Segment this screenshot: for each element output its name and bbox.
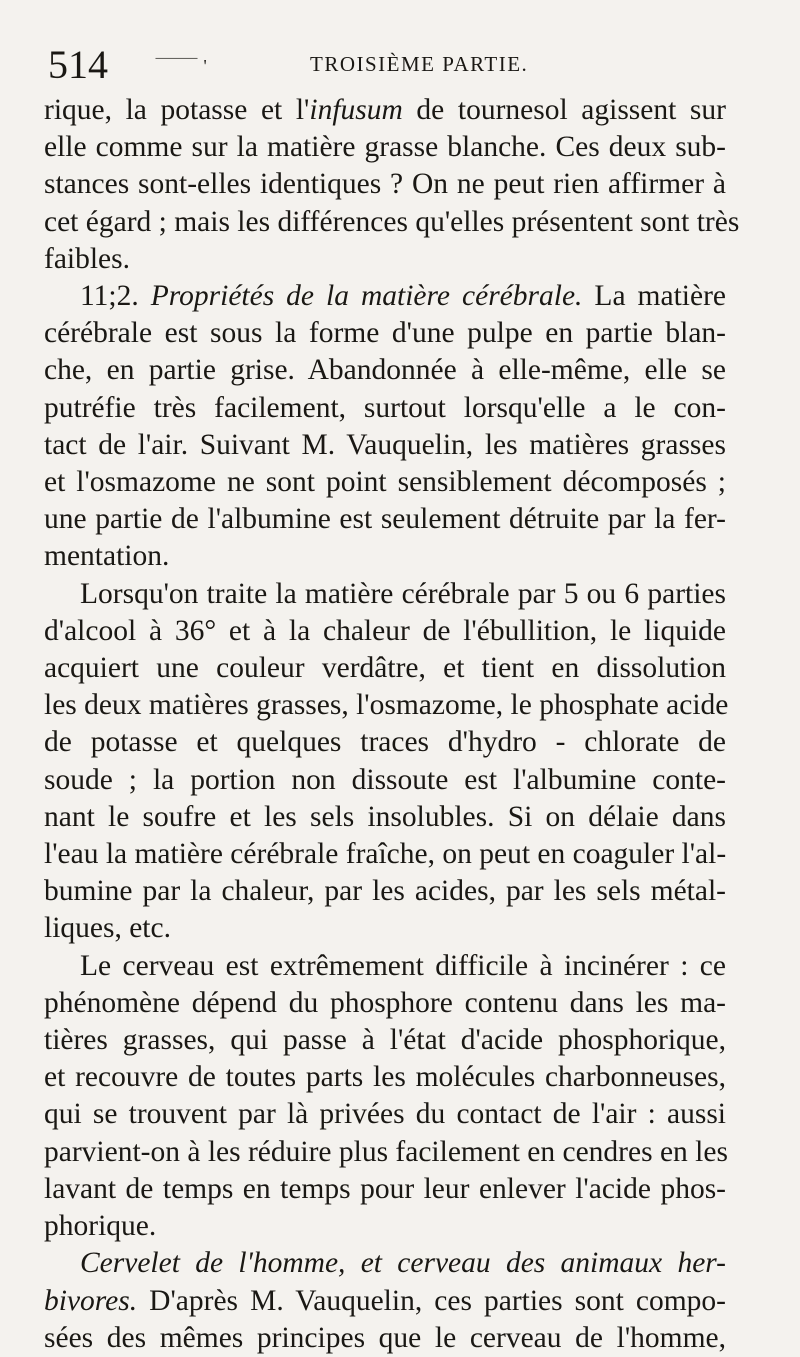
text-line: de potasse et quelques traces d'hydro - chlorate de — [44, 726, 726, 759]
text-line: Lorsqu'on traite la matière cérébrale par 5 ou 6 parties — [80, 577, 726, 610]
text-line: bumine par la chaleur, par les acides, par les sels métal- — [44, 875, 726, 908]
page-header — [48, 42, 748, 88]
text-line: phénomène dépend du phosphore contenu dans les ma- — [44, 986, 726, 1019]
text-line: cet égard ; mais les différences qu'elles présentent sont très — [44, 205, 740, 238]
text-line: soude ; la portion non dissoute est l'albumine conte- — [44, 763, 726, 796]
text-line: nant le soufre et les sels insolubles. Si on délaie dans — [44, 800, 726, 833]
text-line: les deux matières grasses, l'osmazome, le phosphate acide — [44, 689, 729, 722]
text-line: et recouvre de toutes parts les molécules charbonneuses, — [44, 1061, 726, 1094]
text-line: rique, la potasse et l'infusum de tournesol agissent sur — [44, 94, 726, 126]
text-line: Le cerveau est extrêmement difficile à incinérer : ce — [80, 949, 726, 982]
header-rule-mark: ‾‾‾‾‾‾ ' — [156, 56, 208, 76]
text-line: cérébrale est sous la forme d'une pulpe en partie blan- — [44, 317, 726, 350]
section-title: Propriétés de la matière cérébrale. — [150, 280, 583, 313]
text-line: putréfie très facilement, surtout lorsqu'elle a le con- — [44, 391, 726, 424]
text-line: tact de l'air. Suivant M. Vauquelin, les matières grasses — [44, 428, 726, 461]
text-line: che, en partie grise. Abandonnée à elle-même, elle se — [44, 354, 726, 387]
text-line: acquiert une couleur verdâtre, et tient en dissolution — [44, 652, 726, 685]
text-line: une partie de l'albumine est seulement détruite par la fer- — [44, 503, 726, 536]
text-line: lavant de temps en temps pour leur enlever l'acide phos- — [44, 1172, 726, 1205]
text-line: bivores. D'après M. Vauquelin, ces parties sont compo- — [44, 1284, 726, 1317]
section-title: Cervelet de l'homme, et cerveau des animaux her- — [80, 1247, 726, 1280]
text-line: liques, etc. — [44, 912, 171, 945]
text-line: sées des mêmes principes que le cerveau de l'homme, — [44, 1321, 726, 1354]
section-heading-line — [44, 1245, 726, 1282]
text-line: tières grasses, qui passe à l'état d'acide phosphorique, — [44, 1024, 726, 1057]
text-line: et l'osmazome ne sont point sensiblement décomposés ; — [44, 466, 726, 499]
text-line: stances sont-elles identiques ? On ne peut rien affirmer à — [44, 168, 726, 201]
text-line: phorique. — [44, 1210, 157, 1243]
running-title: TROISIÈME PARTIE. — [310, 52, 529, 76]
text-line: mentation. — [44, 540, 170, 573]
section-heading-line: 11;2. Propriétés de la matière cérébrale. La matière — [80, 280, 726, 313]
text-line: elle comme sur la matière grasse blanche. Ces deux sub- — [44, 131, 726, 164]
text-line: qui se trouvent par là privées du contact de l'air : aussi — [44, 1098, 726, 1131]
text-line: faibles. — [44, 242, 131, 275]
body-text — [44, 92, 740, 1357]
page-number: 514 — [48, 42, 108, 87]
text-line: l'eau la matière cérébrale fraîche, on peut en coaguler l'al- — [44, 838, 727, 871]
text-line: d'alcool à 36° et à la chaleur de l'ébullition, le liquide — [44, 614, 726, 647]
text-line: parvient-on à les réduire plus facilement en cendres en les — [44, 1135, 728, 1168]
